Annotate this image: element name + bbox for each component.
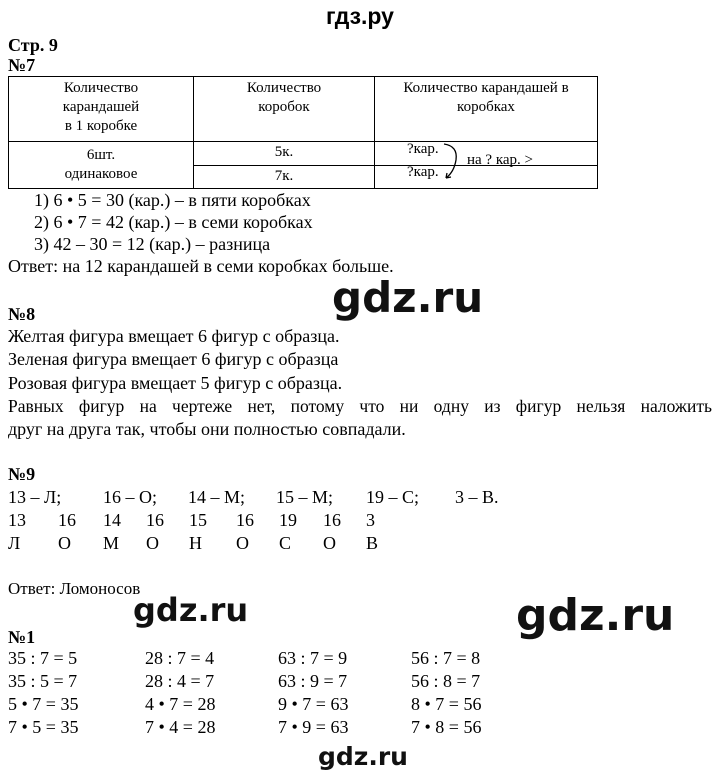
header-text: Количество <box>246 80 322 96</box>
task9-title: №9 <box>8 464 36 484</box>
header-text: в 1 коробке <box>64 118 138 134</box>
letter: О <box>58 533 71 553</box>
number: 16 <box>236 510 254 530</box>
page-label: Стр. 9 <box>8 35 58 55</box>
step-2: 2) 6 • 7 = 42 (кар.) – в семи коробках <box>34 212 313 232</box>
task8-title: №8 <box>8 304 36 324</box>
equation: 63 : 7 = 9 <box>278 648 348 668</box>
pair: 19 – С; <box>366 487 420 507</box>
cell-text: 6шт. <box>86 147 116 163</box>
equation: 7 • 8 = 56 <box>411 717 482 737</box>
equation: 56 : 7 = 8 <box>411 648 481 668</box>
unknown-label-1: ?кар. <box>407 141 439 157</box>
letter: М <box>103 533 120 553</box>
header-text: коробок <box>258 99 310 115</box>
number: 14 <box>103 510 121 530</box>
letter: О <box>236 533 249 553</box>
header-cell-per-box <box>9 77 194 142</box>
equation: 28 : 7 = 4 <box>145 648 215 668</box>
cell-text: одинаковое <box>64 166 138 182</box>
step-1: 1) 6 • 5 = 30 (кар.) – в пяти коробках <box>34 190 311 210</box>
header-cell-boxes <box>194 77 375 142</box>
equation: 5 • 7 = 35 <box>8 694 79 714</box>
number: 16 <box>146 510 164 530</box>
pair: 15 – М; <box>276 487 334 507</box>
header-cell-total <box>375 77 598 142</box>
task9-pairs-row <box>0 486 720 508</box>
header-text: Количество карандашей в <box>403 80 569 96</box>
equation: 8 • 7 = 56 <box>411 694 482 714</box>
task1-title: №1 <box>8 627 36 647</box>
watermark: gdz.ru <box>332 273 484 322</box>
letter: О <box>146 533 159 553</box>
task7-answer: Ответ: на 12 карандашей в семи коробках больше. <box>8 256 394 276</box>
compare-brace-icon <box>440 140 470 186</box>
pair: 16 – О; <box>103 487 157 507</box>
equation: 7 • 9 = 63 <box>278 717 349 737</box>
task8-line: Желтая фигура вмещает 6 фигур с образца. <box>8 326 340 346</box>
task9-numbers-row <box>0 509 720 531</box>
header-text: Количество <box>63 80 139 96</box>
letter: Н <box>189 533 202 553</box>
header-text: карандашей <box>62 99 140 115</box>
task8-paragraph-line: Равных фигур на чертеже нет, потому что ни одну из фигур нельзя наложить <box>8 396 712 416</box>
equation: 63 : 9 = 7 <box>278 671 348 691</box>
equation: 7 • 4 = 28 <box>145 717 216 737</box>
step-3: 3) 42 – 30 = 12 (кар.) – разница <box>34 234 271 254</box>
number: 15 <box>189 510 207 530</box>
equation: 35 : 7 = 5 <box>8 648 78 668</box>
task7-table <box>8 76 598 189</box>
equation: 35 : 5 = 7 <box>8 671 78 691</box>
compare-label: на ? кар. > <box>467 152 534 168</box>
equation: 4 • 7 = 28 <box>145 694 216 714</box>
letter: Л <box>8 533 21 553</box>
equation: 28 : 4 = 7 <box>145 671 215 691</box>
boxes-cell-2: 7к. <box>194 165 375 189</box>
number: 19 <box>279 510 297 530</box>
number: 16 <box>58 510 76 530</box>
number: 16 <box>323 510 341 530</box>
equation: 7 • 5 = 35 <box>8 717 79 737</box>
unknown-label-2: ?кар. <box>407 164 439 180</box>
letter: О <box>323 533 336 553</box>
pair: 14 – М; <box>188 487 246 507</box>
task8-line: Зеленая фигура вмещает 6 фигур с образца <box>8 349 339 369</box>
per-box-value-cell <box>9 142 194 189</box>
task9-answer: Ответ: Ломоносов <box>8 579 141 598</box>
task8-line: Розовая фигура вмещает 5 фигур с образца. <box>8 373 343 393</box>
site-header: гдз.ру <box>326 3 394 29</box>
watermark: gdz.ru <box>318 742 408 771</box>
pair: 3 – В. <box>455 487 499 507</box>
number: 13 <box>8 510 26 530</box>
task9-letters-row <box>0 532 720 554</box>
letter: С <box>279 533 292 553</box>
letter: В <box>366 533 379 553</box>
watermark: gdz.ru <box>133 591 249 629</box>
pair: 13 – Л; <box>8 487 62 507</box>
equation: 9 • 7 = 63 <box>278 694 349 714</box>
watermark: gdz.ru <box>516 590 675 641</box>
header-text: коробках <box>457 99 515 115</box>
boxes-cell-1: 5к. <box>194 142 375 166</box>
task8-paragraph-line: друг на друга так, чтобы они полностью совпадали. <box>8 419 406 439</box>
equation: 56 : 8 = 7 <box>411 671 481 691</box>
number: 3 <box>366 510 375 530</box>
task7-title: №7 <box>8 55 36 75</box>
